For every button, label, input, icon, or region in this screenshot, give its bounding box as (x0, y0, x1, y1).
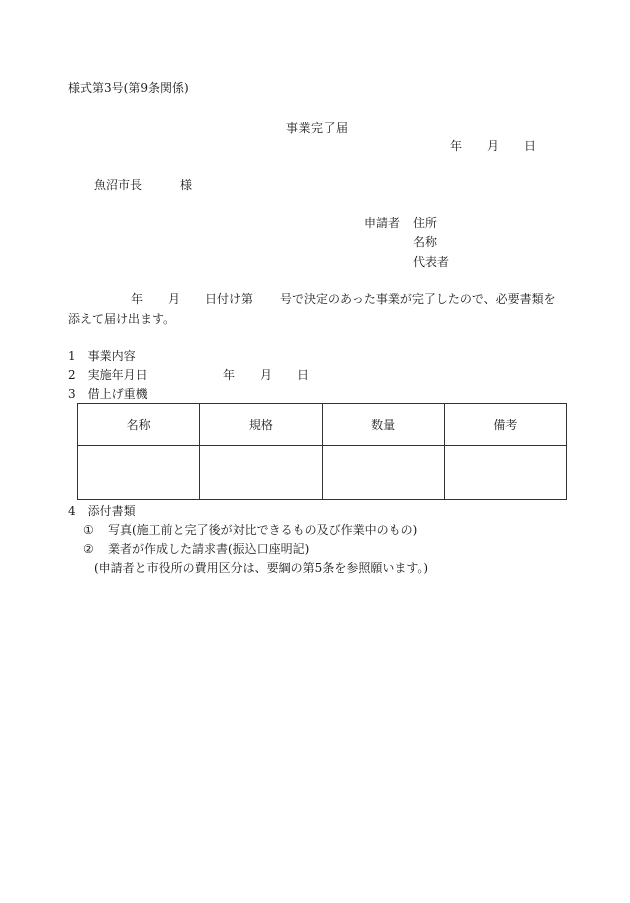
table-header-quantity: 数量 (322, 404, 444, 446)
table-header-remarks: 備考 (444, 404, 566, 446)
body-main-text: 号で決定のあった事業が完了したので、必要書類を (280, 292, 556, 306)
addressee-name: 魚沼市長 (94, 178, 143, 192)
item-attachments: 4 添付書類 (68, 504, 136, 518)
machinery-table (77, 403, 567, 500)
applicant-name-label: 名称 (413, 235, 438, 249)
table-row (78, 446, 567, 500)
table-header-row (78, 404, 567, 446)
attachment-1-marker: ① (83, 523, 94, 537)
item2-year-label: 年 (223, 368, 236, 382)
item2-day-label: 日 (297, 368, 310, 382)
addressee-honorific: 様 (180, 178, 193, 192)
date-year-label: 年 (450, 139, 463, 153)
document-title: 事業完了届 (286, 121, 349, 135)
attachment-1-text: 写真(施工前と完了後が対比できるもの及び作業中のもの) (108, 523, 418, 537)
body-year-label: 年 (131, 292, 144, 306)
table-cell-quantity (322, 446, 444, 500)
applicant-address-label: 住所 (413, 216, 438, 230)
table-header-name: 名称 (78, 404, 200, 446)
attachment-2-marker: ② (83, 542, 94, 556)
body-date-number-text: 日付け第 (205, 292, 254, 306)
form-number: 様式第3号(第9条関係) (68, 81, 189, 95)
table-header-spec: 規格 (200, 404, 322, 446)
body-second-line: 添えて届け出ます。 (68, 312, 176, 326)
item-business-content: 1 事業内容 (68, 349, 136, 363)
attachment-photos (83, 524, 417, 536)
attachment-invoice (83, 543, 309, 555)
attachment-note: (申請者と市役所の費用区分は、要綱の第5条を参照願います。) (94, 561, 429, 575)
table-cell-remarks (444, 446, 566, 500)
body-month-label: 月 (168, 292, 181, 306)
item-rented-machinery: 3 借上げ重機 (68, 387, 148, 401)
table-cell-name (78, 446, 200, 500)
attachment-2-text: 業者が作成した請求書(振込口座明記) (108, 542, 310, 556)
date-month-label: 月 (487, 139, 500, 153)
table-cell-spec (200, 446, 322, 500)
date-day-label: 日 (524, 139, 537, 153)
item2-month-label: 月 (260, 368, 273, 382)
item-implementation-date: 2 実施年月日 (68, 368, 148, 382)
applicant-representative-label: 代表者 (413, 255, 450, 269)
applicant-label: 申請者 (364, 216, 401, 230)
